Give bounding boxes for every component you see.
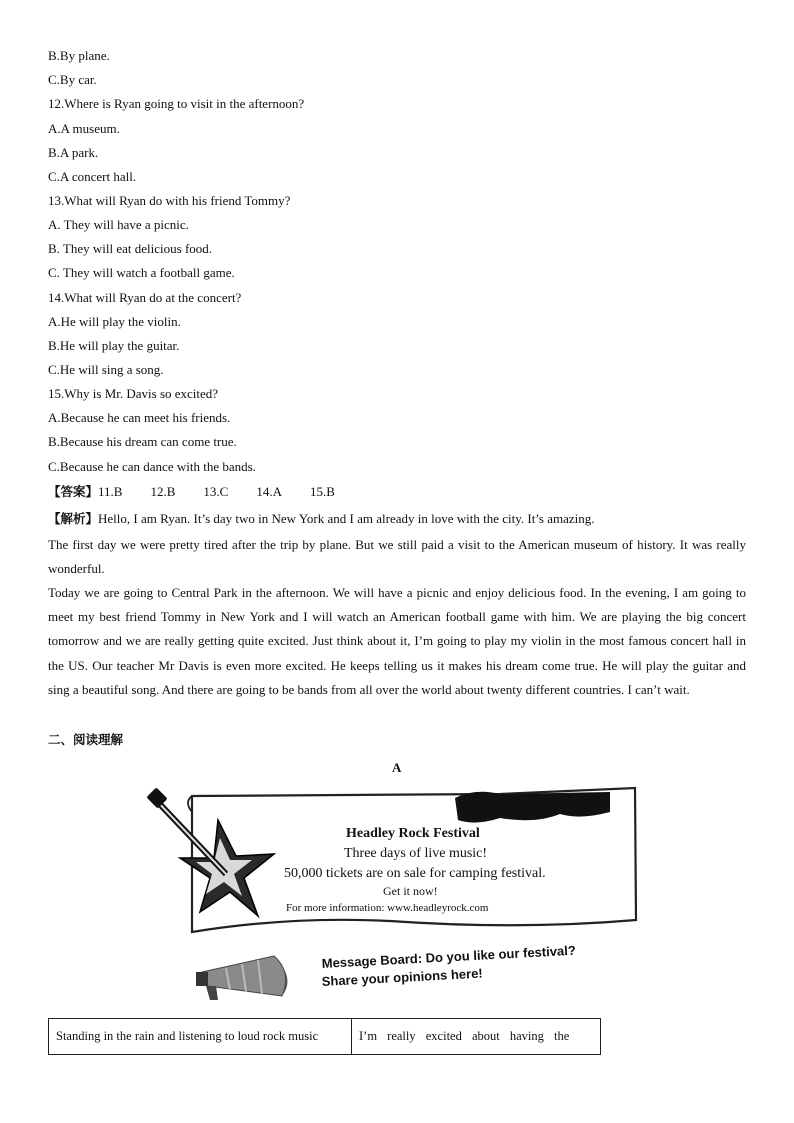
answer-item: 15.B <box>309 484 335 499</box>
opinions-table <box>48 1018 601 1055</box>
analysis-paragraph-2: Today we are going to Central Park in the afternoon. We will have a picnic and enjoy delicious food. In the evening, I am going to meet my best friend Tommy in New York and I will watch an American football game with him. We are playing the big concert tomorrow and we are really getting quite excited. Just think about it, I’m going to play my violin in the most famous concert hall in the US. Our teacher Mr Davis is even more excited. He keeps telling us it makes his dream come true. He will play the guitar and sing a beautiful song. And there are going to be bands from all over the world about twenty different countries. I can’t wait. <box>48 585 746 697</box>
q13-option-b: B. They will eat delicious food. <box>48 241 213 256</box>
q13-option-c: C. They will watch a football game. <box>48 265 235 280</box>
message-board-header <box>196 942 596 1006</box>
analysis-first-line <box>48 511 595 527</box>
q14-option-c: C.He will sing a song. <box>48 362 164 377</box>
q12-option-c: C.A concert hall. <box>48 169 137 184</box>
q12-stem: 12.Where is Ryan going to visit in the afternoon? <box>48 96 305 111</box>
message-board-line2: Share your opinions here! <box>321 965 484 989</box>
answer-item: 14.A <box>256 484 282 499</box>
answer-item: 13.C <box>203 484 229 499</box>
q14-stem: 14.What will Ryan do at the concert? <box>48 290 242 305</box>
message-board-line1: Message Board: Do you like our festival? <box>321 942 577 971</box>
q13-option-a: A. They will have a picnic. <box>48 217 189 232</box>
megaphone-icon <box>196 956 287 1000</box>
festival-more-info: For more information: www.headleyrock.com <box>286 902 489 914</box>
q15-option-b: B.Because his dream can come true. <box>48 434 237 449</box>
festival-title: Headley Rock Festival <box>346 826 480 841</box>
analysis-first-text: Hello, I am Ryan. It’s day two in New York and I am already in love with the city. It’s amazing. <box>98 511 595 526</box>
festival-line2: 50,000 tickets are on sale for camping festival. <box>284 866 546 881</box>
q15-option-c: C.Because he can dance with the bands. <box>48 459 256 474</box>
q12-option-b: B.A park. <box>48 145 99 160</box>
festival-cta: Get it now! <box>383 884 438 898</box>
opinion-cell-1: Standing in the rain and listening to loud rock music <box>49 1019 352 1055</box>
q12-option-a: A.A museum. <box>48 121 120 136</box>
passage-label: A <box>392 760 402 775</box>
answer-key <box>48 484 363 500</box>
q15-stem: 15.Why is Mr. Davis so excited? <box>48 386 219 401</box>
festival-line1: Three days of live music! <box>344 846 488 861</box>
section-heading: 二、阅读理解 <box>48 732 124 747</box>
analysis-paragraph-1: The first day we were pretty tired after the trip by plane. But we still paid a visit to the American museum of history. It was really wonderful. <box>48 537 746 577</box>
q14-option-a: A.He will play the violin. <box>48 314 181 329</box>
q14-option-b: B.He will play the guitar. <box>48 338 180 353</box>
answer-item: 11.B <box>98 484 123 499</box>
table-row <box>49 1019 601 1055</box>
q15-option-a: A.Because he can meet his friends. <box>48 410 231 425</box>
answer-item: 12.B <box>150 484 176 499</box>
q13-stem: 13.What will Ryan do with his friend Tommy? <box>48 193 291 208</box>
q11-option-c: C.By car. <box>48 72 97 87</box>
analysis-label: 【解析】 <box>48 511 99 526</box>
festival-ad <box>140 780 640 938</box>
q11-option-b: B.By plane. <box>48 48 110 63</box>
answer-label: 【答案】 <box>48 484 99 499</box>
opinion-cell-2: I’m really excited about having the <box>352 1019 601 1055</box>
